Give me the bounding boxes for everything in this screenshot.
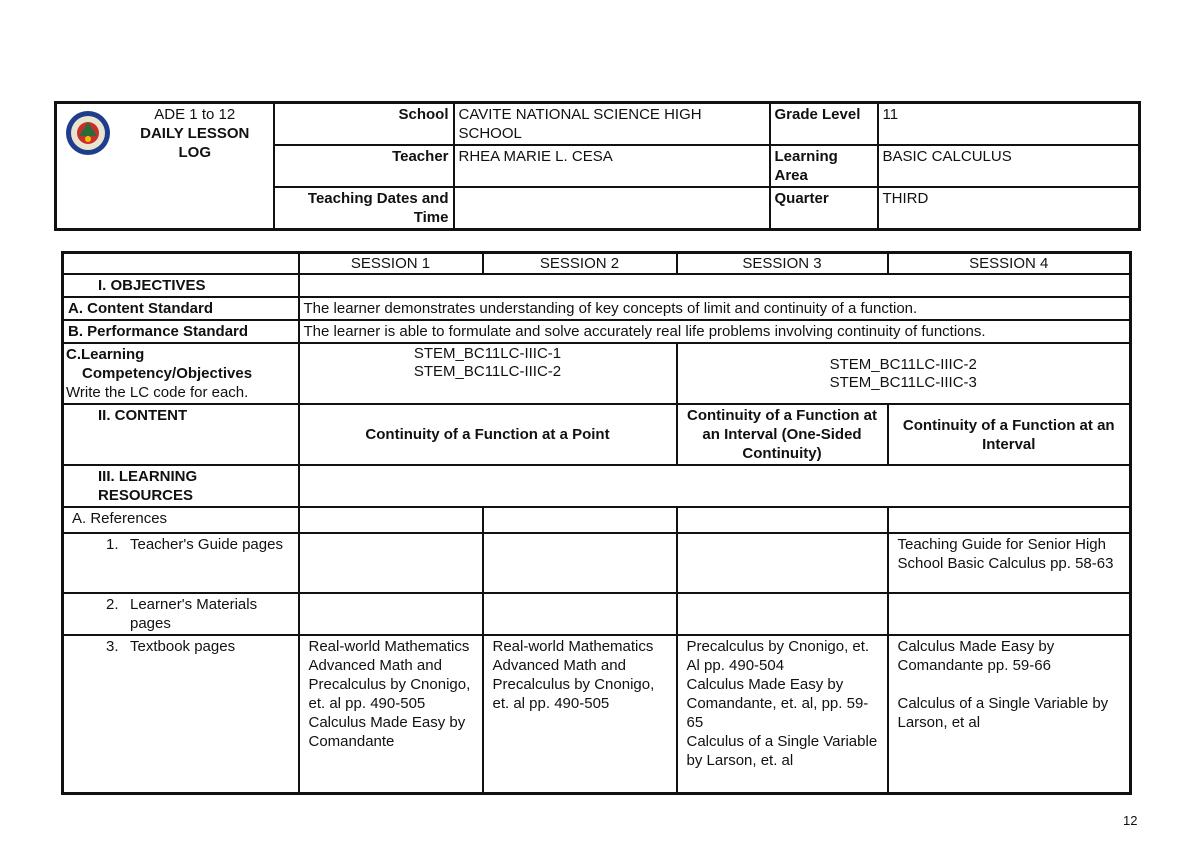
performance-standard-label: B. Performance Standard [63,320,299,343]
references-s2 [483,507,677,533]
learning-resources-heading-text: III. LEARNING RESOURCES [98,468,198,504]
learners-materials-s4 [888,593,1131,635]
lc-codes-session-1-2 [299,343,677,404]
learning-area-value: BASIC CALCULUS [878,145,1140,187]
session-header-row [63,253,1131,275]
title-line-2: DAILY LESSON [140,125,250,142]
teacher-label: Teacher [274,145,454,187]
textbook-s3-line-3: Calculus of a Single Variable by Larson, et. al [686,733,878,769]
teachers-guide-s2 [483,533,677,593]
textbook-s2: Real-world Mathematics Advanced Math and Precalculus by Cnonigo, et. al pp. 490-505 [483,635,677,793]
logo-title-cell [56,103,274,230]
teachers-guide-s3 [677,533,888,593]
objectives-blank [299,274,1131,297]
dates-label: Teaching Dates and Time [274,187,454,230]
textbook-label: Textbook pages [130,638,236,655]
school-value: CAVITE NATIONAL SCIENCE HIGH SCHOOL [454,103,770,146]
lc-code-3: STEM_BC11LC-IIIC-2 [829,355,977,373]
textbook-s4-line-2: Calculus of a Single Variable by Larson, et al [897,695,1109,731]
lc-code-1: STEM_BC11LC-IIIC-1 [413,345,562,362]
teachers-guide-s4: Teaching Guide for Senior High School Basic Calculus pp. 58-63 [888,533,1131,593]
objectives-heading: I. OBJECTIVES [63,274,299,297]
teachers-guide-label: Teacher's Guide pages [130,536,283,553]
references-row [63,507,1131,533]
teachers-guide-s1 [299,533,483,593]
textbook-s4-line-1: Calculus Made Easy by Comandante pp. 59-66 [897,638,1055,674]
learning-competency-row [63,343,1131,404]
content-session-4: Continuity of a Function at an Interval [888,404,1131,465]
lc-codes-session-3-4 [677,343,1131,404]
page-number: 12 [1123,813,1138,828]
performance-standard-row [63,320,1131,343]
textbook-s4-spacer [898,675,1126,694]
references-label: A. References [63,507,299,533]
deped-seal-icon [65,110,111,156]
learning-competency-label-cell [63,343,299,404]
lc-code-2: STEM_BC11LC-IIIC-2 [413,363,562,380]
lc-label-line-1: C.Learning [66,346,145,363]
content-session-1-2: Continuity of a Function at a Point [299,404,677,465]
learners-materials-s1 [299,593,483,635]
references-s1 [299,507,483,533]
textbook-s3 [677,635,888,793]
content-standard-label: A. Content Standard [63,297,299,320]
objectives-row [63,274,1131,297]
session-1-header: SESSION 1 [299,253,483,275]
references-s3 [677,507,888,533]
performance-standard-text: The learner is able to formulate and solve accurately real life problems involving continuity of functions. [299,320,1131,343]
dates-value [454,187,770,230]
title-line-1: ADE 1 to 12 [154,106,236,123]
lc-label-line-2: Competency/Objectives [82,365,253,382]
learners-materials-row [63,593,1131,635]
learners-materials-number: 2. [106,596,119,613]
learners-materials-s3 [677,593,888,635]
session-4-header: SESSION 4 [888,253,1131,275]
lesson-table [61,251,1132,795]
content-row [63,404,1131,465]
session-3-header: SESSION 3 [677,253,888,275]
learning-area-label: Learning Area [770,145,878,187]
learners-materials-label: Learner's Materials pages [130,596,258,632]
textbook-s1: Real-world Mathematics Advanced Math and Precalculus by Cnonigo, et. al pp. 490-505 Calculus Made Easy by Comandante [299,635,483,793]
teacher-value: RHEA MARIE L. CESA [454,145,770,187]
learning-resources-heading [63,465,299,507]
textbook-s3-line-2: Calculus Made Easy by Comandante, et. al, pp. 59-65 [686,676,869,731]
session-2-header: SESSION 2 [483,253,677,275]
learners-materials-label-cell [63,593,299,635]
content-session-3: Continuity of a Function at an Interval (One-Sided Continuity) [677,404,888,465]
textbook-s3-line-1: Precalculus by Cnonigo, et. Al pp. 490-504 [686,638,870,674]
header-table [54,101,1141,231]
lc-code-4: STEM_BC11LC-IIIC-3 [829,373,977,391]
textbook-number: 3. [106,638,119,655]
learners-materials-s2 [483,593,677,635]
content-standard-text: The learner demonstrates understanding of key concepts of limit and continuity of a function. [299,297,1131,320]
school-label: School [274,103,454,146]
quarter-label: Quarter [770,187,878,230]
textbook-s4 [888,635,1131,793]
teachers-guide-row [63,533,1131,593]
references-s4 [888,507,1131,533]
learning-resources-blank [299,465,1131,507]
grade-label: Grade Level [770,103,878,146]
grade-value: 11 [878,103,1140,146]
teachers-guide-label-cell [63,533,299,593]
textbook-row [63,635,1131,793]
lc-note: Write the LC code for each. [66,384,249,401]
quarter-value: THIRD [878,187,1140,230]
title-line-3: LOG [178,144,211,161]
content-heading: II. CONTENT [63,404,299,465]
teachers-guide-number: 1. [106,536,119,553]
content-standard-row [63,297,1131,320]
textbook-label-cell [63,635,299,793]
learning-resources-row [63,465,1131,507]
blank-corner-cell [63,253,299,275]
